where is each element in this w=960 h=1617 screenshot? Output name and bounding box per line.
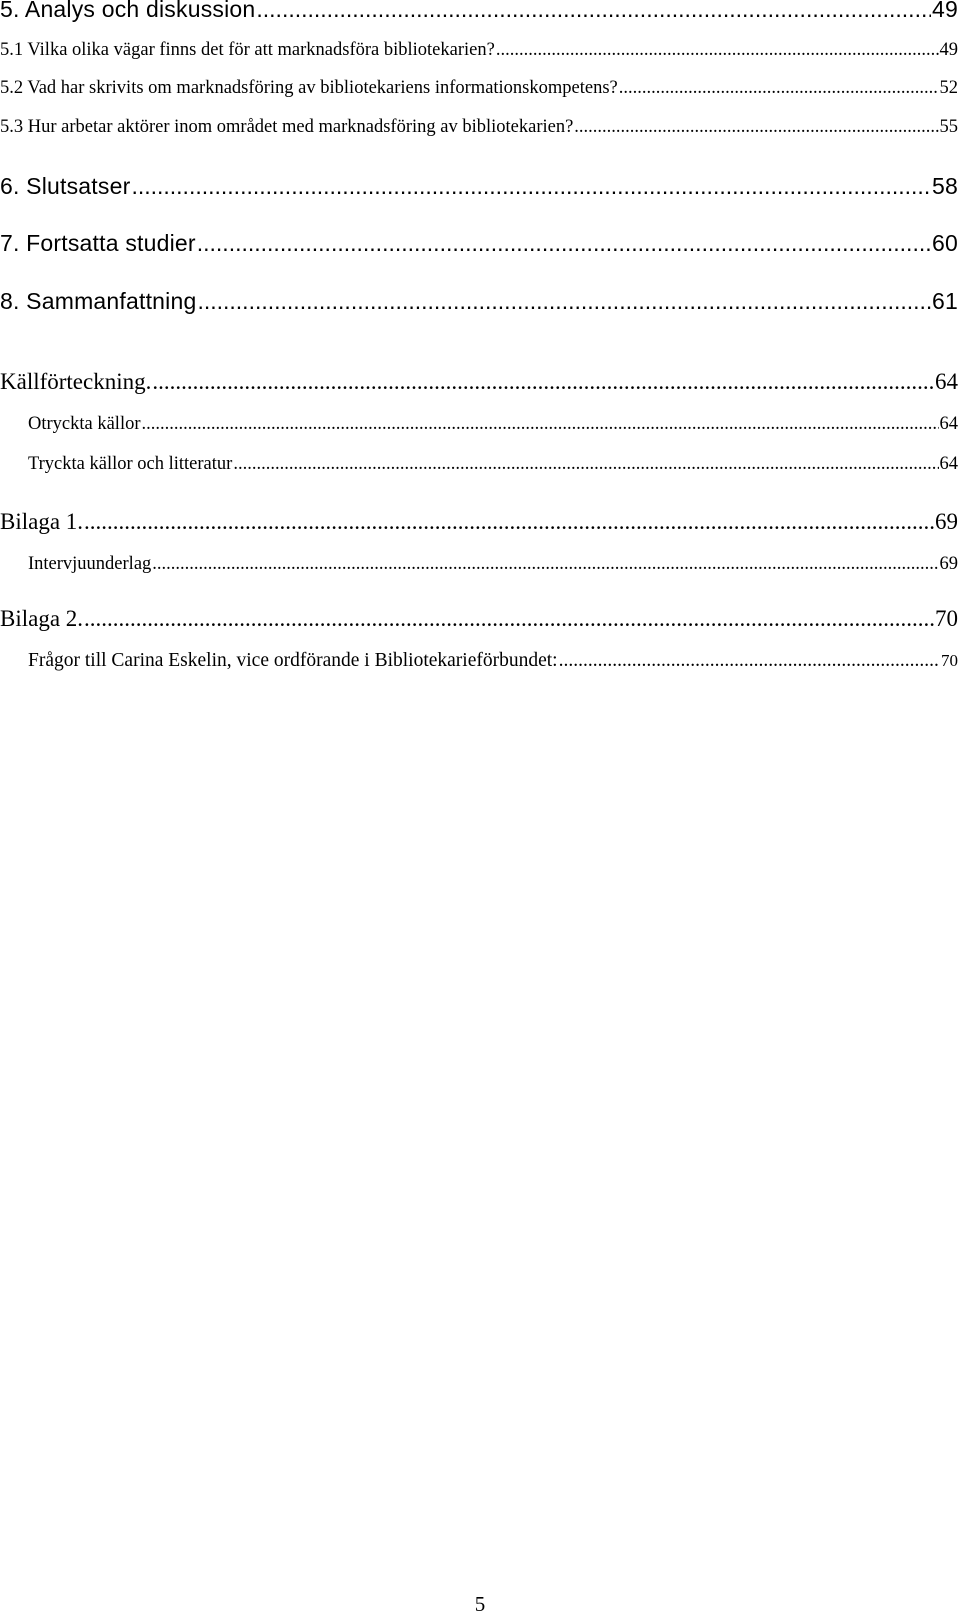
toc-entry-page: 69 xyxy=(939,554,958,574)
toc-entry-analys[interactable] xyxy=(0,0,958,23)
toc-leader-dots xyxy=(574,117,938,138)
toc-entry-label: Bilaga 1. xyxy=(0,509,84,534)
toc-entry-page: 55 xyxy=(939,117,958,137)
toc-entry-label: Frågor till Carina Eskelin, vice ordförande i Bibliotekarieförbundet: xyxy=(28,650,558,671)
toc-entry-page: 52 xyxy=(939,78,958,98)
toc-entry-bilaga-2[interactable] xyxy=(0,606,958,632)
toc-entry-page: 69 xyxy=(935,509,958,534)
toc-leader-dots xyxy=(152,554,938,575)
toc-entry-label: Tryckta källor och litteratur xyxy=(28,454,233,474)
toc-leader-dots xyxy=(233,454,938,475)
toc-entry-label: 5.1 Vilka olika vägar finns det för att marknadsföra bibliotekarien? xyxy=(0,40,495,60)
toc-entry-5-3[interactable] xyxy=(0,117,958,138)
toc-leader-dots xyxy=(84,606,934,632)
toc-leader-dots xyxy=(559,650,940,672)
toc-entry-label: Bilaga 2. xyxy=(0,606,84,631)
toc-entry-label: 5.2 Vad har skrivits om marknadsföring av bibliotekariens informationskompetens? xyxy=(0,78,618,98)
toc-entry-page: 49 xyxy=(932,0,958,22)
toc-leader-dots xyxy=(84,509,934,535)
toc-entry-label: 7. Fortsatta studier xyxy=(0,230,196,256)
toc-leader-dots xyxy=(256,0,931,23)
toc-entry-5-1[interactable] xyxy=(0,40,958,61)
toc-entry-page: 64 xyxy=(939,414,958,434)
toc-entry-label: 8. Sammanfattning xyxy=(0,288,197,314)
toc-entry-page: 70 xyxy=(935,606,958,631)
toc-leader-dots xyxy=(197,288,931,315)
toc-entry-page: 70 xyxy=(941,651,958,670)
toc-entry-otryckta-kallor[interactable] xyxy=(28,414,958,435)
toc-entry-label: Intervjuunderlag xyxy=(28,554,152,574)
toc-entry-page: 58 xyxy=(932,173,958,199)
toc-leader-dots xyxy=(152,369,934,395)
toc-leader-dots xyxy=(142,414,939,435)
toc-entry-fragor-carina-eskelin[interactable] xyxy=(28,650,958,672)
toc-entry-page: 64 xyxy=(939,454,958,474)
toc-leader-dots xyxy=(496,40,939,61)
toc-entry-page: 61 xyxy=(932,288,958,314)
toc-leader-dots xyxy=(131,173,931,200)
toc-entry-5-2[interactable] xyxy=(0,78,958,99)
toc-entry-slutsatser[interactable] xyxy=(0,173,958,200)
toc-entry-sammanfattning[interactable] xyxy=(0,288,958,315)
page-number: 5 xyxy=(474,1592,486,1616)
toc-entry-intervjuunderlag[interactable] xyxy=(28,554,958,575)
toc-entry-kallforteckning[interactable] xyxy=(0,369,958,395)
toc-entry-label: Otryckta källor xyxy=(28,414,141,434)
toc-leader-dots xyxy=(619,78,939,99)
toc-entry-label: 5.3 Hur arbetar aktörer inom området med marknadsföring av bibliotekarien? xyxy=(0,117,574,137)
toc-entry-label: Källförteckning. xyxy=(0,369,152,394)
toc-entry-page: 64 xyxy=(935,369,958,394)
toc-entry-label: 6. Slutsatser xyxy=(0,173,131,199)
toc-leader-dots xyxy=(197,230,931,257)
toc-entry-fortsatta-studier[interactable] xyxy=(0,230,958,257)
toc-entry-label: 5. Analys och diskussion xyxy=(0,0,256,22)
toc-entry-page: 60 xyxy=(932,230,958,256)
toc-entry-page: 49 xyxy=(939,40,958,60)
toc-entry-tryckta-kallor[interactable] xyxy=(28,454,958,475)
toc-entry-bilaga-1[interactable] xyxy=(0,509,958,535)
